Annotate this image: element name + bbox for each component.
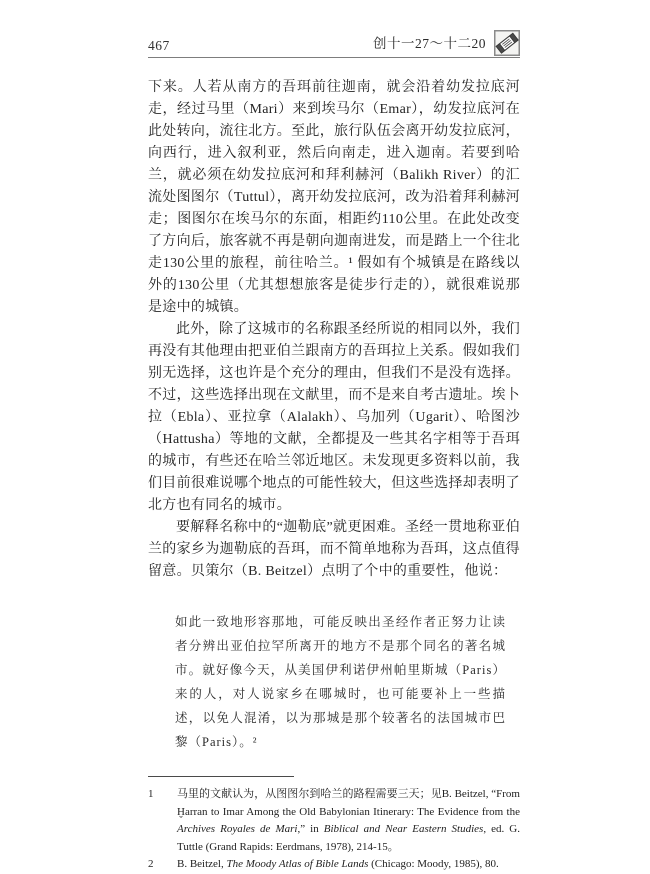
section-reference: 创十一27～十二20 bbox=[373, 36, 486, 51]
paragraph-2: 此外，除了这城市的名称跟圣经所说的相同以外，我们再没有其他理由把亚伯兰跟南方的吾珥拉上关系。假如我们别无选择，这也许是个充分的理由，但我们不是没有选择。不过，这些选择出现在文献里，而不是来自考古遗址。埃卜拉（Ebla）、亚拉拿（Alalakh）、乌加列（Ugarit）、哈图沙（Hattusha）等地的文献，全都提及一些其名字相等于吾珥的城市，有些还在哈兰邻近地区。未发现更多资料以前，我们目前很难说哪个地点的可能性较大，但这些选择却表明了北方也有同名的城市。 bbox=[148, 322, 520, 513]
footnote-separator bbox=[148, 776, 294, 777]
paragraph-3: 要解释名称中的“迦勒底”就更困难。圣经一贯地称亚伯兰的家乡为迦勒底的吾珥，而不简单地称为吾珥，这点值得留意。贝策尔（B. Beitzel）点明了个中的重要性，他说： bbox=[148, 520, 520, 579]
footnote-1 bbox=[148, 786, 520, 856]
footnotes-section bbox=[148, 776, 520, 874]
paragraph-1: 下来。人若从南方的吾珥前往迦南，就会沿着幼发拉底河走，经过马里（Mari）来到埃马尔（Emar），幼发拉底河在此处转向，流往北方。至此，旅行队伍会离开幼发拉底河，向西行，进入叙利亚，然后向南走，进入迦南。若要到哈兰，就必须在幼发拉底河和拜利赫河（Balikh River）的汇流处图图尔（Tuttul），离开幼发拉底河，改为沿着拜利赫河走；图图尔在埃马尔的东面，相距约110公里。在此处改变了方向后，旅客就不再是朝向迦南进发，而是踏上一个往北走130公里的旅程，前往哈兰。¹ 假如有个城镇是在路线以外的130公里（尤其想想旅客是徒步行走的），就很难说那是途中的城镇。 bbox=[148, 80, 520, 315]
page-number: 467 bbox=[148, 38, 170, 53]
footnote-number: 2 bbox=[148, 858, 154, 870]
scroll-icon bbox=[494, 30, 520, 56]
footnote-2 bbox=[148, 856, 520, 874]
block-quote: 如此一致地形容那地，可能反映出圣经作者正努力让读者分辨出亚伯拉罕所离开的地方不是那个同名的著名城市。就好像今天，从美国伊利诺伊州帕里斯城（Paris）来的人，对人说家乡在哪城时，也可能要补上一些描述，以免人混淆，以为那城是那个较著名的法国城市巴黎（Paris）。² bbox=[175, 615, 506, 749]
footnote-text: 马里的文献认为，从图图尔到哈兰的路程需要三天；见B. Beitzel, “From Ḫarran to Imar Among the Old Babylonian Itinerary: The Evidence from the Archives Royales de Mari,” in Biblical and Near Eastern Studies, ed. G. Tuttle (Grand Rapids: Eerdmans, 1978), 214-15。 bbox=[177, 788, 520, 853]
footnote-number: 1 bbox=[148, 788, 154, 800]
page-header bbox=[148, 30, 520, 58]
header-right bbox=[373, 30, 520, 54]
footnote-text: B. Beitzel, The Moody Atlas of Bible Lands (Chicago: Moody, 1985), 80. bbox=[177, 858, 499, 870]
body-text bbox=[148, 58, 520, 754]
